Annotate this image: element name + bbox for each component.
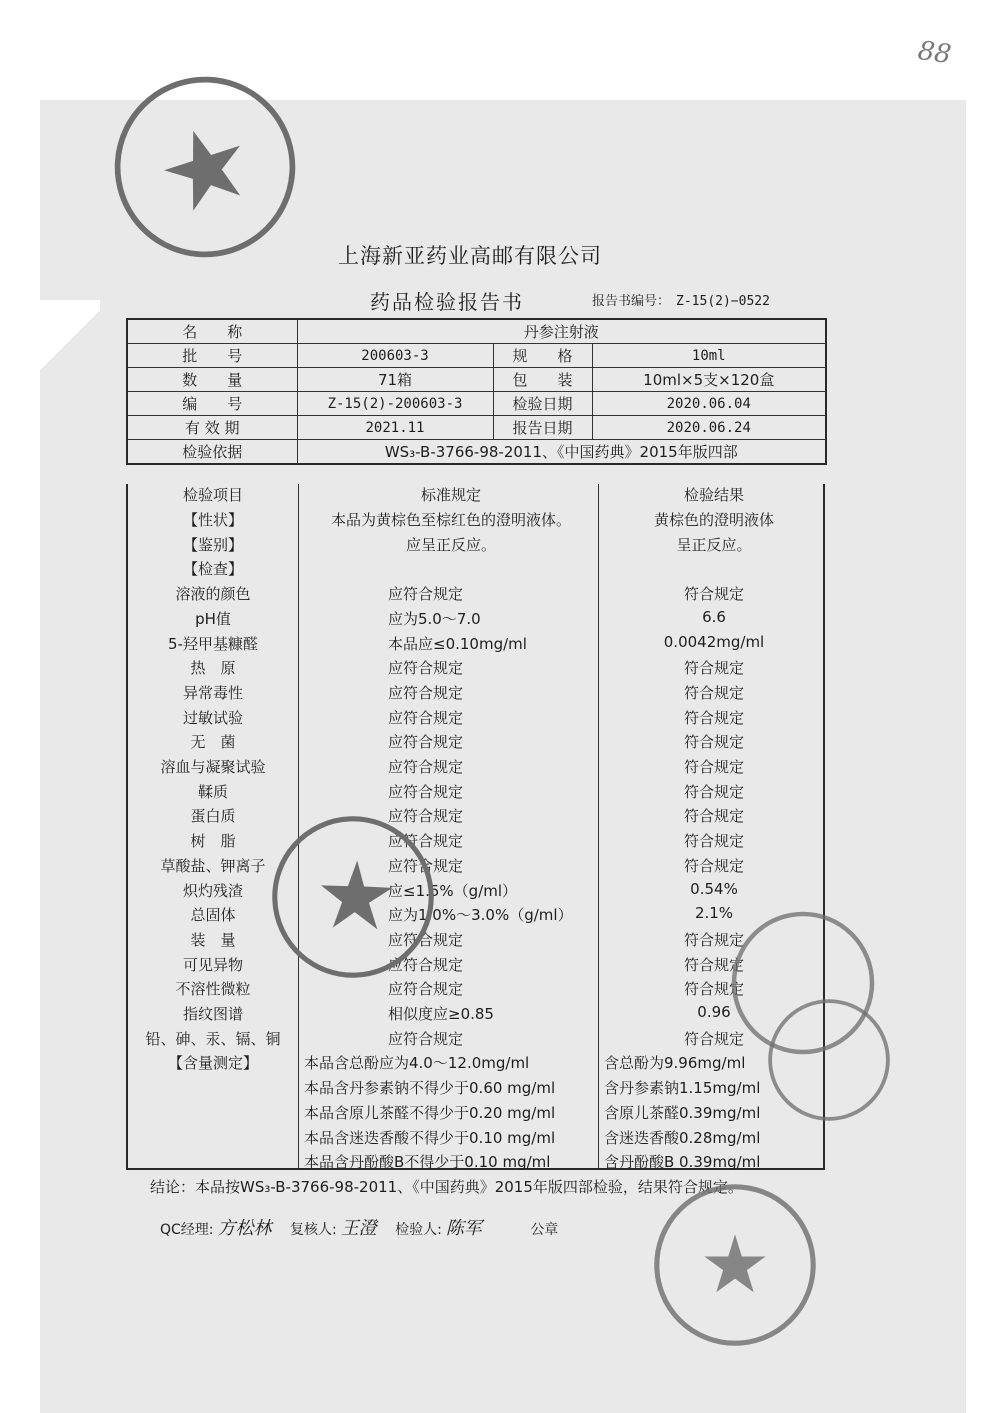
test-item: 热 原 [190, 659, 236, 678]
result-row [128, 657, 823, 682]
pack-label: 包 装 [493, 368, 592, 392]
test-result: 符合规定 [683, 832, 744, 851]
test-item: 【性状】 [182, 511, 243, 529]
name-label: 名 称 [127, 319, 297, 344]
result-row [128, 608, 823, 633]
test-result: 符合规定 [683, 807, 744, 826]
reviewer-signature: 王澄 [340, 1218, 377, 1239]
expiry-value: 2021.11 [297, 416, 493, 440]
conclusion: 结论：本品按WS₃-B-3766-98-2011、《中国药典》2015年版四部检验，结果符合规定。 [150, 1178, 743, 1196]
result-row [128, 633, 823, 658]
standard-spec: 应符合规定 [388, 832, 464, 851]
test-item: 溶血与凝聚试验 [160, 758, 266, 776]
test-item: 过敏试验 [182, 708, 243, 727]
result-row [128, 929, 823, 954]
standard-spec: 本品含总酚应为4.0～12.0mg/ml [304, 1054, 530, 1073]
name-value: 丹参注射液 [297, 319, 826, 344]
test-result: 符合规定 [683, 782, 744, 801]
result-row [128, 1102, 823, 1127]
test-item: 【检查】 [182, 560, 243, 579]
standard-spec: 应符合规定 [388, 1029, 464, 1048]
qty-label: 数 量 [127, 368, 297, 392]
test-result: 符合规定 [683, 1029, 744, 1048]
company-name: 上海新亚药业高邮有限公司 [338, 244, 602, 268]
test-item: 树 脂 [190, 832, 236, 851]
inspector-label: 检验人: [395, 1222, 442, 1238]
result-row [128, 682, 823, 707]
standard-spec: 本品含原儿茶醛不得少于0.20 mg/ml [304, 1103, 556, 1122]
test-item: 草酸盐、钾离子 [160, 856, 266, 875]
signature-line [160, 1214, 558, 1240]
spec-value: 10ml [592, 344, 826, 368]
row-name [127, 319, 826, 344]
test-result: 含原儿茶醛0.39mg/ml [604, 1103, 761, 1122]
qc-manager-label: QC经理: [160, 1222, 214, 1238]
test-item: 【含量测定】 [167, 1054, 258, 1073]
inspector-signature: 陈军 [445, 1218, 482, 1239]
batch-value: 200603-3 [297, 344, 493, 368]
test-result: 符合规定 [683, 733, 744, 752]
standard-spec: 应符合规定 [388, 807, 464, 826]
spec-label: 规 格 [493, 344, 592, 368]
standard-spec: 应符合规定 [388, 733, 464, 752]
result-row [128, 880, 823, 905]
report-number [592, 290, 770, 309]
result-row [128, 1151, 823, 1176]
result-row [128, 534, 823, 559]
test-item: 装 量 [190, 930, 236, 949]
report-number-value: Z-15(2)−0522 [676, 294, 770, 309]
test-date-value: 2020.06.04 [592, 392, 826, 416]
result-row [128, 781, 823, 806]
test-result: 符合规定 [683, 930, 744, 949]
test-item: 异常毒性 [182, 683, 243, 702]
test-result: 0.0042mg/ml [663, 632, 765, 651]
result-row [128, 978, 823, 1003]
report-title: 药品检验报告书 [370, 290, 524, 314]
qc-manager-signature: 方松林 [217, 1218, 272, 1239]
qty-value: 71箱 [297, 368, 493, 392]
test-item: 【鉴别】 [182, 535, 243, 554]
standard-spec: 应符合规定 [388, 782, 464, 801]
code-label: 编 号 [127, 392, 297, 416]
test-item: 总固体 [190, 906, 236, 925]
test-item: 铅、砷、汞、镉、铜 [145, 1029, 281, 1048]
test-item: 无 菌 [190, 733, 236, 752]
test-result: 黄棕色的澄明液体 [653, 511, 774, 529]
test-result: 符合规定 [683, 659, 744, 678]
result-row [128, 1052, 823, 1077]
report-date-label: 报告日期 [493, 416, 592, 440]
test-result: 含丹参素钠1.15mg/ml [604, 1079, 761, 1098]
standard-spec: 相似度应≥0.85 [388, 1005, 494, 1023]
standard-spec: 本品含迷迭香酸不得少于0.10 mg/ml [304, 1128, 556, 1147]
standard-column-header: 标准规定 [420, 486, 481, 504]
test-item: 可见异物 [182, 955, 243, 974]
test-result: 符合规定 [683, 585, 744, 604]
standard-spec: 应呈正反应。 [405, 535, 496, 554]
result-row [128, 855, 823, 880]
expiry-label: 有 效 期 [127, 416, 297, 440]
results-table [126, 484, 825, 1170]
standard-spec: 应符合规定 [388, 659, 464, 678]
basis-label: 检验依据 [127, 440, 297, 465]
test-result: 呈正反应。 [676, 535, 752, 554]
test-result: 含总酚为9.96mg/ml [604, 1054, 746, 1073]
results-header-row [128, 484, 823, 509]
standard-spec: 本品含丹酚酸B不得少于0.10 mg/ml [304, 1153, 551, 1172]
item-column-header: 检验项目 [182, 486, 243, 504]
standard-spec: 本品为黄棕色至棕红色的澄明液体。 [330, 511, 571, 529]
reviewer-label: 复核人: [289, 1222, 337, 1238]
standard-spec: 应符合规定 [388, 585, 464, 604]
test-result: 符合规定 [683, 955, 744, 974]
standard-spec: 应为5.0～7.0 [388, 609, 481, 628]
standard-spec: 应为1.0%～3.0%（g/ml） [388, 906, 573, 925]
code-value: Z-15(2)-200603-3 [297, 392, 493, 416]
result-column-header: 检验结果 [683, 486, 744, 504]
pack-value: 10ml×5支×120盒 [592, 368, 826, 392]
standard-spec: 本品含丹参素钠不得少于0.60 mg/ml [304, 1079, 556, 1098]
result-row [128, 1127, 823, 1152]
result-row [128, 954, 823, 979]
test-item: 5-羟甲基糠醛 [168, 634, 258, 653]
test-result: 6.6 [702, 607, 726, 626]
row-batch [127, 344, 826, 368]
standard-spec: 应符合规定 [388, 758, 464, 776]
test-result: 符合规定 [683, 856, 744, 875]
test-item: 鞣质 [197, 782, 228, 801]
header-table [126, 318, 827, 465]
report-date-value: 2020.06.24 [592, 416, 826, 440]
standard-spec: 应符合规定 [388, 930, 464, 949]
test-item: pH值 [195, 609, 231, 628]
standard-spec: 应符合规定 [388, 856, 464, 875]
test-item: 不溶性微粒 [175, 980, 251, 999]
test-item: 指纹图谱 [182, 1005, 243, 1023]
standard-spec: 应符合规定 [388, 708, 464, 727]
test-result: 含迷迭香酸0.28mg/ml [604, 1128, 761, 1147]
result-row [128, 1003, 823, 1028]
result-row [128, 1028, 823, 1053]
pharma-company-stamp [765, 985, 893, 1135]
standard-spec: 本品应≤0.10mg/ml [388, 634, 527, 653]
test-result: 符合规定 [683, 980, 744, 999]
test-result: 符合规定 [683, 708, 744, 727]
result-row [128, 707, 823, 732]
standard-spec: 应≤1.5%（g/ml） [388, 881, 518, 900]
result-row [128, 805, 823, 830]
test-result: 符合规定 [683, 758, 744, 776]
official-seal-label: 公章 [530, 1222, 559, 1238]
result-row [128, 1077, 823, 1102]
basis-value: WS₃-B-3766-98-2011、《中国药典》2015年版四部 [297, 440, 826, 465]
result-row [128, 583, 823, 608]
test-date-label: 检验日期 [493, 392, 592, 416]
standard-spec: 应符合规定 [388, 955, 464, 974]
standard-spec: 应符合规定 [388, 683, 464, 702]
page-number: 88 [916, 35, 954, 71]
inspection-seal-stamp [650, 1180, 820, 1350]
test-result: 0.54% [690, 879, 738, 898]
folded-corner [40, 300, 100, 380]
row-basis [127, 440, 826, 465]
test-item: 溶液的颜色 [175, 585, 251, 604]
test-item: 炽灼残渣 [182, 881, 243, 900]
result-row [128, 904, 823, 929]
standard-spec: 应符合规定 [388, 980, 464, 999]
row-quantity [127, 368, 826, 392]
test-result: 符合规定 [683, 683, 744, 702]
result-row [128, 509, 823, 534]
row-code [127, 392, 826, 416]
result-row [128, 830, 823, 855]
result-row [128, 756, 823, 781]
test-result: 2.1% [694, 904, 734, 923]
report-number-label: 报告书编号： [592, 294, 671, 309]
test-result: 含丹酚酸B 0.39mg/ml [604, 1153, 761, 1172]
test-item: 蛋白质 [190, 807, 236, 826]
result-row [128, 731, 823, 756]
result-row [128, 558, 823, 583]
row-expiry [127, 416, 826, 440]
batch-label: 批 号 [127, 344, 297, 368]
test-result: 0.96 [697, 1003, 731, 1021]
